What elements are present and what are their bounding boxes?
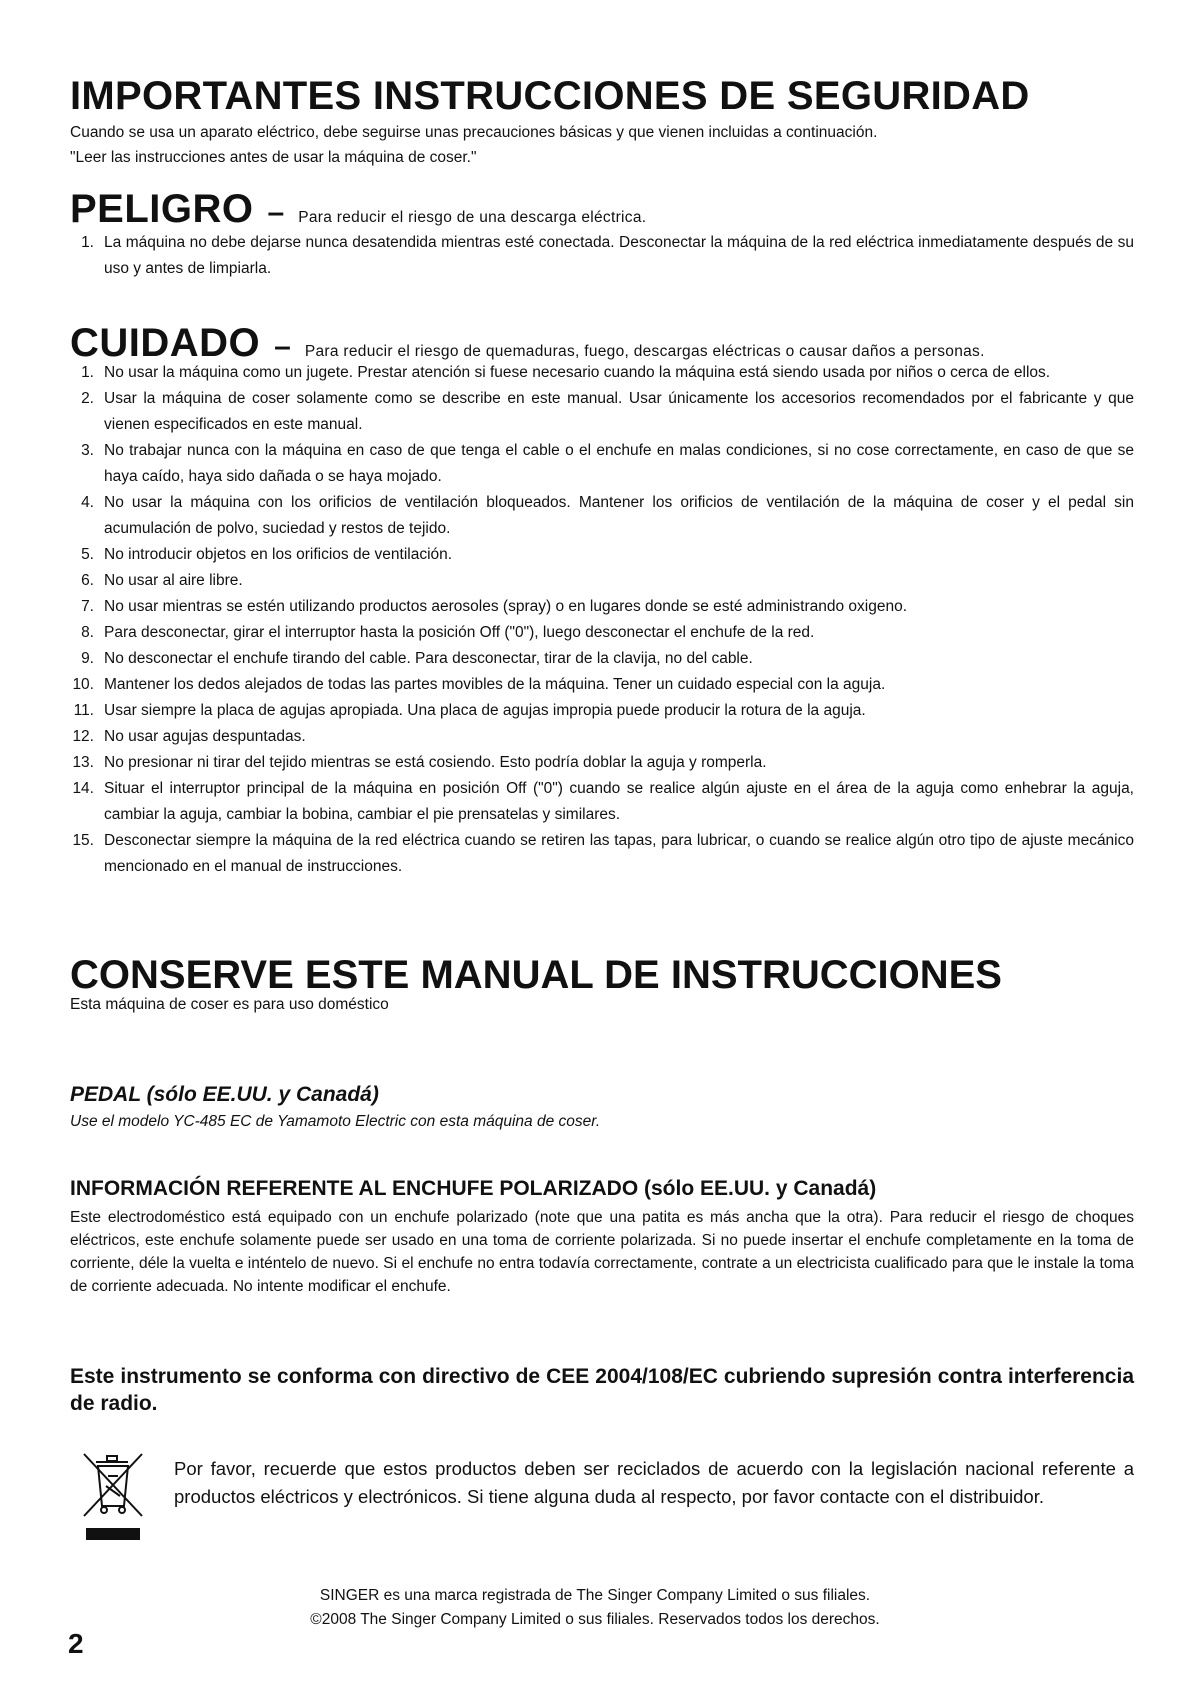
item-number: 5. (81, 546, 94, 563)
intro-line-1: Cuando se usa un aparato eléctrico, debe seguirse unas precauciones básicas y que vienen incluidas a continuación. (70, 124, 878, 141)
list-item (70, 230, 1134, 282)
item-text: Usar siempre la placa de agujas apropiada. Una placa de agujas impropia puede producir la rotura de la aguja. (104, 702, 866, 719)
crossed-out-wheelie-bin-icon (82, 1450, 144, 1542)
item-text: No desconectar el enchufe tirando del cable. Para desconectar, tirar de la clavija, no del cable. (104, 650, 753, 667)
item-number: 3. (81, 442, 94, 459)
conserve-title: CONSERVE ESTE MANUAL DE INSTRUCCIONES (70, 953, 1002, 997)
item-text: Desconectar siempre la máquina de la red eléctrica cuando se retiren las tapas, para lubricar, o cuando se realice algún otro tipo de ajuste mecánico mencionado en el manual de instrucciones. (104, 832, 1134, 875)
item-text: Usar la máquina de coser solamente como se describe en este manual. Usar únicamente los accesorios recomendados por el fabricante y que vienen especificados en este manual. (104, 390, 1134, 433)
page-number: 2 (68, 1628, 84, 1659)
list-item (70, 542, 1134, 568)
item-text: No presionar ni tirar del tejido mientras se está cosiendo. Esto podría doblar la aguja y romperla. (104, 754, 767, 771)
list-item (70, 750, 1134, 776)
cuidado-heading (70, 323, 985, 363)
list-item (70, 724, 1134, 750)
item-number: 6. (81, 572, 94, 589)
item-number: 13. (72, 754, 94, 771)
item-text: No introducir objetos en los orificios de ventilación. (104, 546, 453, 563)
cuidado-text: Para reducir el riesgo de quemaduras, fuego, descargas eléctricas o causar daños a personas. (304, 343, 985, 360)
polarized-plug-title: INFORMACIÓN REFERENTE AL ENCHUFE POLARIZADO (sólo EE.UU. y Canadá) (70, 1177, 877, 1200)
list-item (70, 646, 1134, 672)
item-text: La máquina no debe dejarse nunca desatendida mientras esté conectada. Desconectar la máquina de la red eléctrica inmediatamente después de su uso y antes de limpiarla. (104, 234, 1134, 277)
cuidado-word: CUIDADO (70, 321, 261, 365)
list-item (70, 438, 1134, 490)
list-item (70, 620, 1134, 646)
item-text: Situar el interruptor principal de la máquina en posición Off ("0") cuando se realice algún ajuste en el área de la aguja como enhebrar la aguja, cambiar la aguja, cambiar la bobina, cambiar el pie prensatelas y similares. (104, 780, 1134, 823)
list-item (70, 776, 1134, 828)
list-item (70, 360, 1134, 386)
item-text: No trabajar nunca con la máquina en caso de que tenga el cable o el enchufe en malas condiciones, si no cose correctamente, en caso de que se haya caído, haya sido dañada o se haya mojado. (104, 442, 1134, 485)
item-text: Mantener los dedos alejados de todas las partes movibles de la máquina. Tener un cuidado especial con la aguja. (104, 676, 886, 693)
item-number: 12. (72, 728, 94, 745)
intro-line-2: "Leer las instrucciones antes de usar la máquina de coser." (70, 149, 477, 166)
polarized-plug-text: Este electrodoméstico está equipado con un enchufe polarizado (note que una patita es más ancha que la otra). Para reducir el riesgo de choques eléctricos, este enchufe solamente puede ser usado en una toma de corriente polarizada. Si no puede insertar el enchufe completamente en la toma de corriente, déle la vuelta e inténtelo de nuevo. Si el enchufe no entra todavía correctamente, contrate a un electricista cualificado para que le instale la toma de corriente adecuada. No intente modificar el enchufe. (70, 1209, 1134, 1295)
cuidado-dash: – (274, 330, 291, 363)
item-text: No usar al aire libre. (104, 572, 243, 589)
item-text: Para desconectar, girar el interruptor hasta la posición Off ("0"), luego desconectar el enchufe de la red. (104, 624, 815, 641)
pedal-title: PEDAL (sólo EE.UU. y Canadá) (70, 1083, 379, 1106)
cuidado-list (70, 360, 1134, 880)
item-number: 8. (81, 624, 94, 641)
item-number: 9. (81, 650, 94, 667)
peligro-list (70, 230, 1134, 282)
item-number: 14. (72, 780, 94, 797)
item-number: 15. (72, 832, 94, 849)
peligro-text: Para reducir el riesgo de una descarga eléctrica. (298, 209, 647, 226)
item-number: 2. (81, 390, 94, 407)
item-number: 7. (81, 598, 94, 615)
peligro-word: PELIGRO (70, 187, 254, 231)
list-item (70, 490, 1134, 542)
footer-copyright: ©2008 The Singer Company Limited o sus filiales. Reservados todos los derechos. (310, 1611, 880, 1628)
list-item (70, 672, 1134, 698)
list-item (70, 698, 1134, 724)
item-number: 11. (73, 702, 94, 719)
item-text: No usar la máquina como un jugete. Prestar atención si fuese necesario cuando la máquina está siendo usada por niños o cerca de ellos. (104, 364, 1051, 381)
footer-trademark: SINGER es una marca registrada de The Singer Company Limited o sus filiales. (319, 1587, 871, 1604)
list-item (70, 828, 1134, 880)
item-number: 1. (81, 234, 94, 251)
conserve-subtitle: Esta máquina de coser es para uso doméstico (70, 996, 389, 1013)
list-item (70, 568, 1134, 594)
recycle-notice: Por favor, recuerde que estos productos deben ser reciclados de acuerdo con la legislación nacional referente a productos eléctricos y electrónicos. Si tiene alguna duda al respecto, por favor contacte con el distribuidor. (174, 1458, 1134, 1507)
list-item (70, 386, 1134, 438)
cee-directive-note: Este instrumento se conforma con directivo de CEE 2004/108/EC cubriendo supresión contra interferencia de radio. (70, 1365, 1134, 1415)
item-number: 10. (72, 676, 94, 693)
page-title: IMPORTANTES INSTRUCCIONES DE SEGURIDAD (70, 74, 1030, 118)
item-text: No usar la máquina con los orificios de ventilación bloqueados. Mantener los orificios de ventilación de la máquina de coser y el pedal sin acumulación de polvo, suciedad y restos de tejido. (104, 494, 1134, 537)
list-item (70, 594, 1134, 620)
item-number: 4. (81, 494, 94, 511)
peligro-heading (70, 189, 646, 229)
peligro-dash: – (267, 196, 285, 229)
item-text: No usar agujas despuntadas. (104, 728, 306, 745)
item-text: No usar mientras se estén utilizando productos aerosoles (spray) o en lugares donde se esté administrando oxigeno. (104, 598, 908, 615)
pedal-text: Use el modelo YC-485 EC de Yamamoto Electric con esta máquina de coser. (70, 1113, 601, 1130)
item-number: 1. (81, 364, 94, 381)
